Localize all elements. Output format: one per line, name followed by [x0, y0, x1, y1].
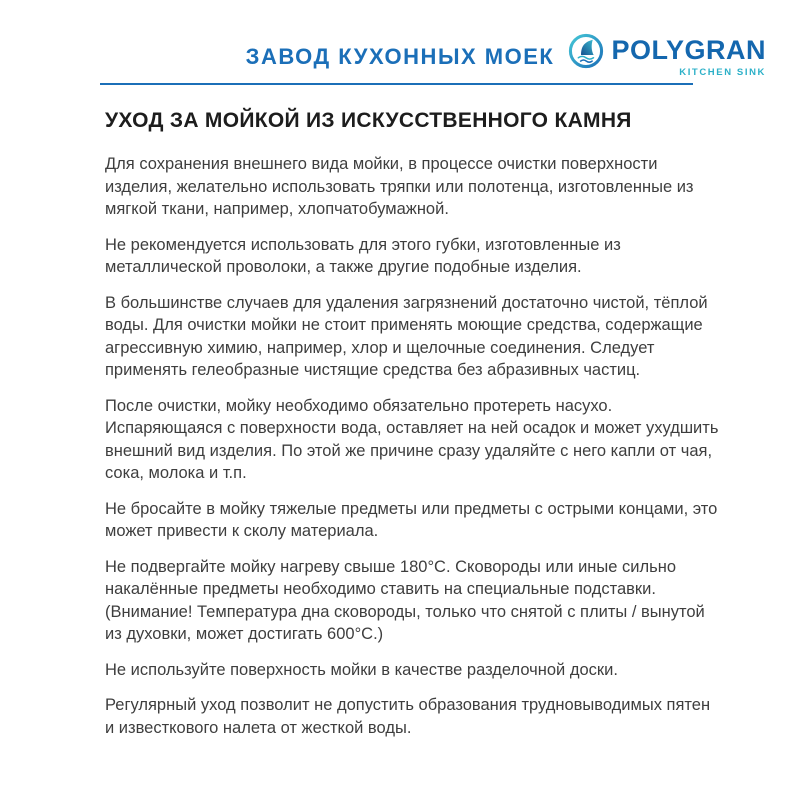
sail-wave-logo-icon [568, 33, 604, 69]
brand-slogan: ЗАВОД КУХОННЫХ МОЕК [245, 44, 555, 69]
document-body [105, 109, 723, 752]
document-title: УХОД ЗА МОЙКОЙ ИЗ ИСКУССТВЕННОГО КАМНЯ [105, 109, 632, 132]
logo-tagline: KITCHEN SINK [679, 67, 766, 78]
paragraph-no-metal-sponges: Не рекомендуется использовать для этого губки, изготовленные из металлической проволоки, а также другие подобные изделия. [105, 235, 621, 276]
polygran-logo [568, 33, 766, 78]
paragraph-wipe-dry: После очистки, мойку необходимо обязательно протереть насухо. Испаряющаяся с поверхности вода, оставляет на ней осадок и может ухудшить внешний вид изделия. По этой же причине сразу удаляйте с него капли от чая, сока, молока и т.п. [105, 396, 719, 482]
logo-text-block [611, 33, 766, 78]
paragraph-regular-care: Регулярный уход позволит не допустить образования трудновыводимых пятен и известкового налета от жесткой воды. [105, 696, 711, 737]
paragraph-no-cutting-board: Не используйте поверхность мойки в качестве разделочной доски. [105, 660, 618, 679]
logo-brand-name: POLYGRAN [611, 35, 766, 65]
header-divider-line [100, 83, 693, 85]
paragraph-heat-limit: Не подвергайте мойку нагреву свыше 180°С. Сковороды или иные сильно накалённые предметы необходимо ставить на специальные подставки. (Внимание! Температура дна сковороды, только что снятой с плиты / вынутой из духовки, может достигать 600°С.) [105, 557, 705, 643]
page-header [0, 0, 800, 86]
paragraph-warm-water-cleaning: В большинстве случаев для удаления загрязнений достаточно чистой, тёплой воды. Для очистки мойки не стоит применять моющие средства, содержащие агрессивную химию, например, хлор и щелочные соединения. Следует применять гелеобразные чистящие средства без абразивных частиц. [105, 293, 708, 379]
paragraph-no-heavy-sharp-objects: Не бросайте в мойку тяжелые предметы или предметы с острыми концами, это может привести к сколу материала. [105, 499, 718, 540]
paragraph-soft-cloths: Для сохранения внешнего вида мойки, в процессе очистки поверхности изделия, желательно использовать тряпки или полотенца, изготовленные из мягкой ткани, например, хлопчатобумажной. [105, 155, 694, 218]
